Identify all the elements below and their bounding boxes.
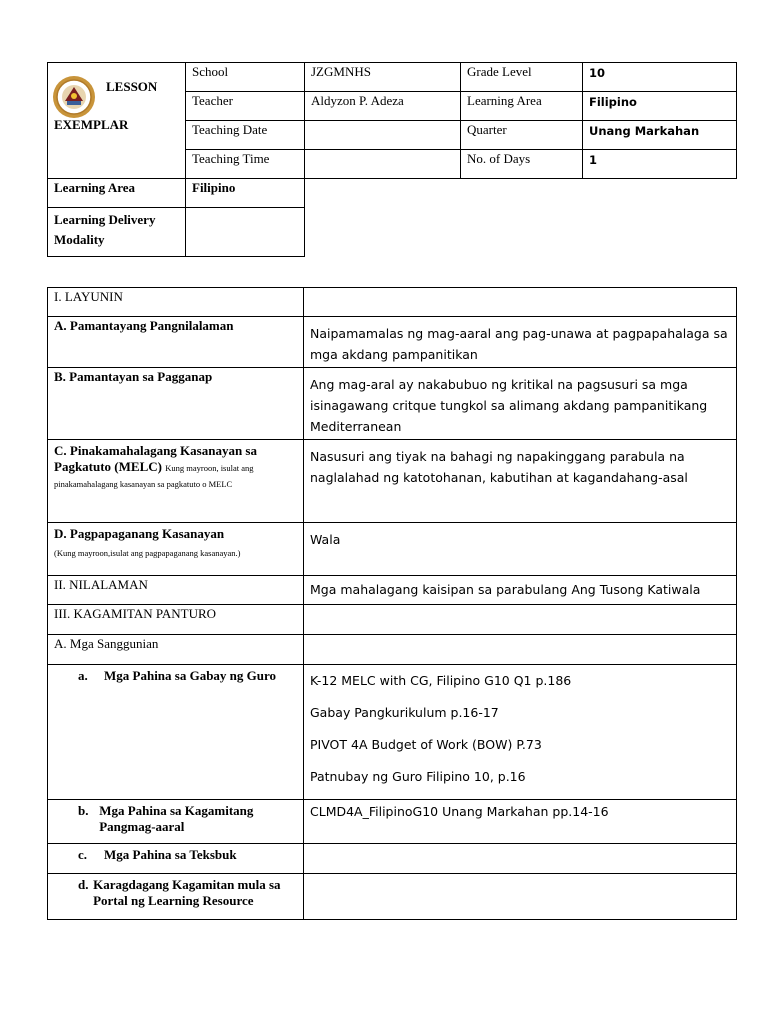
learning-resource-portal-label-cell — [48, 874, 304, 920]
school-label: School — [186, 63, 305, 92]
pamantayan-pagganap-value: Ang mag-aral ay nakabubuo ng kritikal na pagsusuri sa mga isinagawang critque tungkol sa alimang akdang pampanitikang Mediterranean — [304, 368, 737, 440]
kagamitang-pangmag-aaral-value: CLMD4A_FilipinoG10 Unang Markahan pp.14-16 — [304, 800, 737, 844]
learning-resource-portal-value — [304, 874, 737, 920]
portal-letter: d. — [78, 877, 89, 892]
melc-label-cell — [48, 440, 304, 523]
gabay-guro-ref: PIVOT 4A Budget of Work (BOW) P.73 — [310, 737, 542, 752]
learning-area-value: Filipino — [186, 179, 305, 208]
sanggunian-label: A. Mga Sanggunian — [48, 635, 304, 665]
sanggunian-value — [304, 635, 737, 665]
lesson-header-table — [47, 62, 737, 257]
melc-value: Nasusuri ang tiyak na bahagi ng napakinggang parabula na naglalahad ng katotohanan, kabutihan at kagandahang-asal — [304, 440, 737, 523]
quarter-value: Unang Markahan — [583, 121, 737, 150]
teksbuk-letter: c. — [78, 847, 88, 862]
learning-area-label: Learning Area — [48, 179, 186, 208]
gabay-guro-ref: Gabay Pangkurikulum p.16-17 — [310, 705, 499, 720]
learning-area-header-value: Filipino — [583, 92, 737, 121]
school-value: JZGMNHS — [305, 63, 461, 92]
melc-label: C. Pinakamahalagang Kasanayan sa Pagkatuto (MELC) — [54, 443, 257, 474]
teacher-label: Teacher — [186, 92, 305, 121]
melc-note: Kung mayroon, isulat ang pinakamahalagang kasanayan sa pagkatuto o MELC — [54, 463, 254, 489]
lesson-content-table — [47, 287, 737, 920]
teaching-date-value — [305, 121, 461, 150]
kagamitan-panturo-value — [304, 605, 737, 635]
empty-spacer — [305, 208, 737, 257]
gabay-guro-ref: K-12 MELC with CG, Filipino G10 Q1 p.186 — [310, 673, 572, 688]
teaching-time-value — [305, 150, 461, 179]
no-of-days-value: 1 — [583, 150, 737, 179]
pamantayang-pangnilalaman-label: A. Pamantayang Pangnilalaman — [48, 317, 304, 368]
kagamitan-panturo-label: III. KAGAMITAN PANTURO — [48, 605, 304, 635]
pamantayang-pangnilalaman-value: Naipamamalas ng mag-aaral ang pag-unawa at pagpapahalaga sa mga akdang pampanitikan — [304, 317, 737, 368]
layunin-heading: I. LAYUNIN — [48, 288, 304, 317]
gabay-guro-label: Mga Pahina sa Gabay ng Guro — [104, 668, 277, 683]
nilalaman-label: II. NILALAMAN — [48, 576, 304, 605]
pamantayan-pagganap-label: B. Pamantayan sa Pagganap — [48, 368, 304, 440]
delivery-modality-label: Learning Delivery Modality — [48, 208, 186, 257]
gabay-guro-ref: Patnubay ng Guro Filipino 10, p.16 — [310, 769, 526, 784]
grade-level-value: 10 — [583, 63, 737, 92]
lesson-title-word: LESSON — [106, 79, 158, 94]
teksbuk-value — [304, 844, 737, 874]
gabay-guro-value — [304, 665, 737, 800]
nilalaman-value: Mga mahalagang kaisipan sa parabulang Ang Tusong Katiwala — [304, 576, 737, 605]
school-seal-icon — [52, 75, 96, 119]
delivery-modality-value — [186, 208, 305, 257]
pagpapaganang-label: D. Pagpapaganang Kasanayan — [54, 526, 225, 541]
pagpapaganang-note: (Kung mayroon,isulat ang pagpapaganang kasanayan.) — [54, 548, 241, 558]
layunin-value — [304, 288, 737, 317]
gabay-guro-letter: a. — [78, 668, 88, 683]
quarter-label: Quarter — [461, 121, 583, 150]
empty-spacer — [305, 179, 737, 208]
kagamitang-pangmag-aaral-label-cell — [48, 800, 304, 844]
grade-level-label: Grade Level — [461, 63, 583, 92]
learning-area-header-label: Learning Area — [461, 92, 583, 121]
pagpapaganang-value: Wala — [304, 523, 737, 576]
teksbuk-label-cell — [48, 844, 304, 874]
exemplar-title-word: EXEMPLAR — [54, 117, 129, 132]
kagamitang-letter: b. — [78, 803, 89, 818]
teaching-time-label: Teaching Time — [186, 150, 305, 179]
teacher-value: Aldyzon P. Adeza — [305, 92, 461, 121]
pagpapaganang-label-cell — [48, 523, 304, 576]
kagamitang-pangmag-aaral-label: Mga Pahina sa Kagamitang Pangmag-aaral — [99, 803, 254, 834]
no-of-days-label: No. of Days — [461, 150, 583, 179]
lesson-exemplar-title-cell — [48, 63, 186, 179]
teksbuk-label: Mga Pahina sa Teksbuk — [104, 847, 237, 862]
gabay-guro-label-cell — [48, 665, 304, 800]
teaching-date-label: Teaching Date — [186, 121, 305, 150]
learning-resource-portal-label: Karagdagang Kagamitan mula sa Portal ng Learning Resource — [93, 877, 281, 908]
